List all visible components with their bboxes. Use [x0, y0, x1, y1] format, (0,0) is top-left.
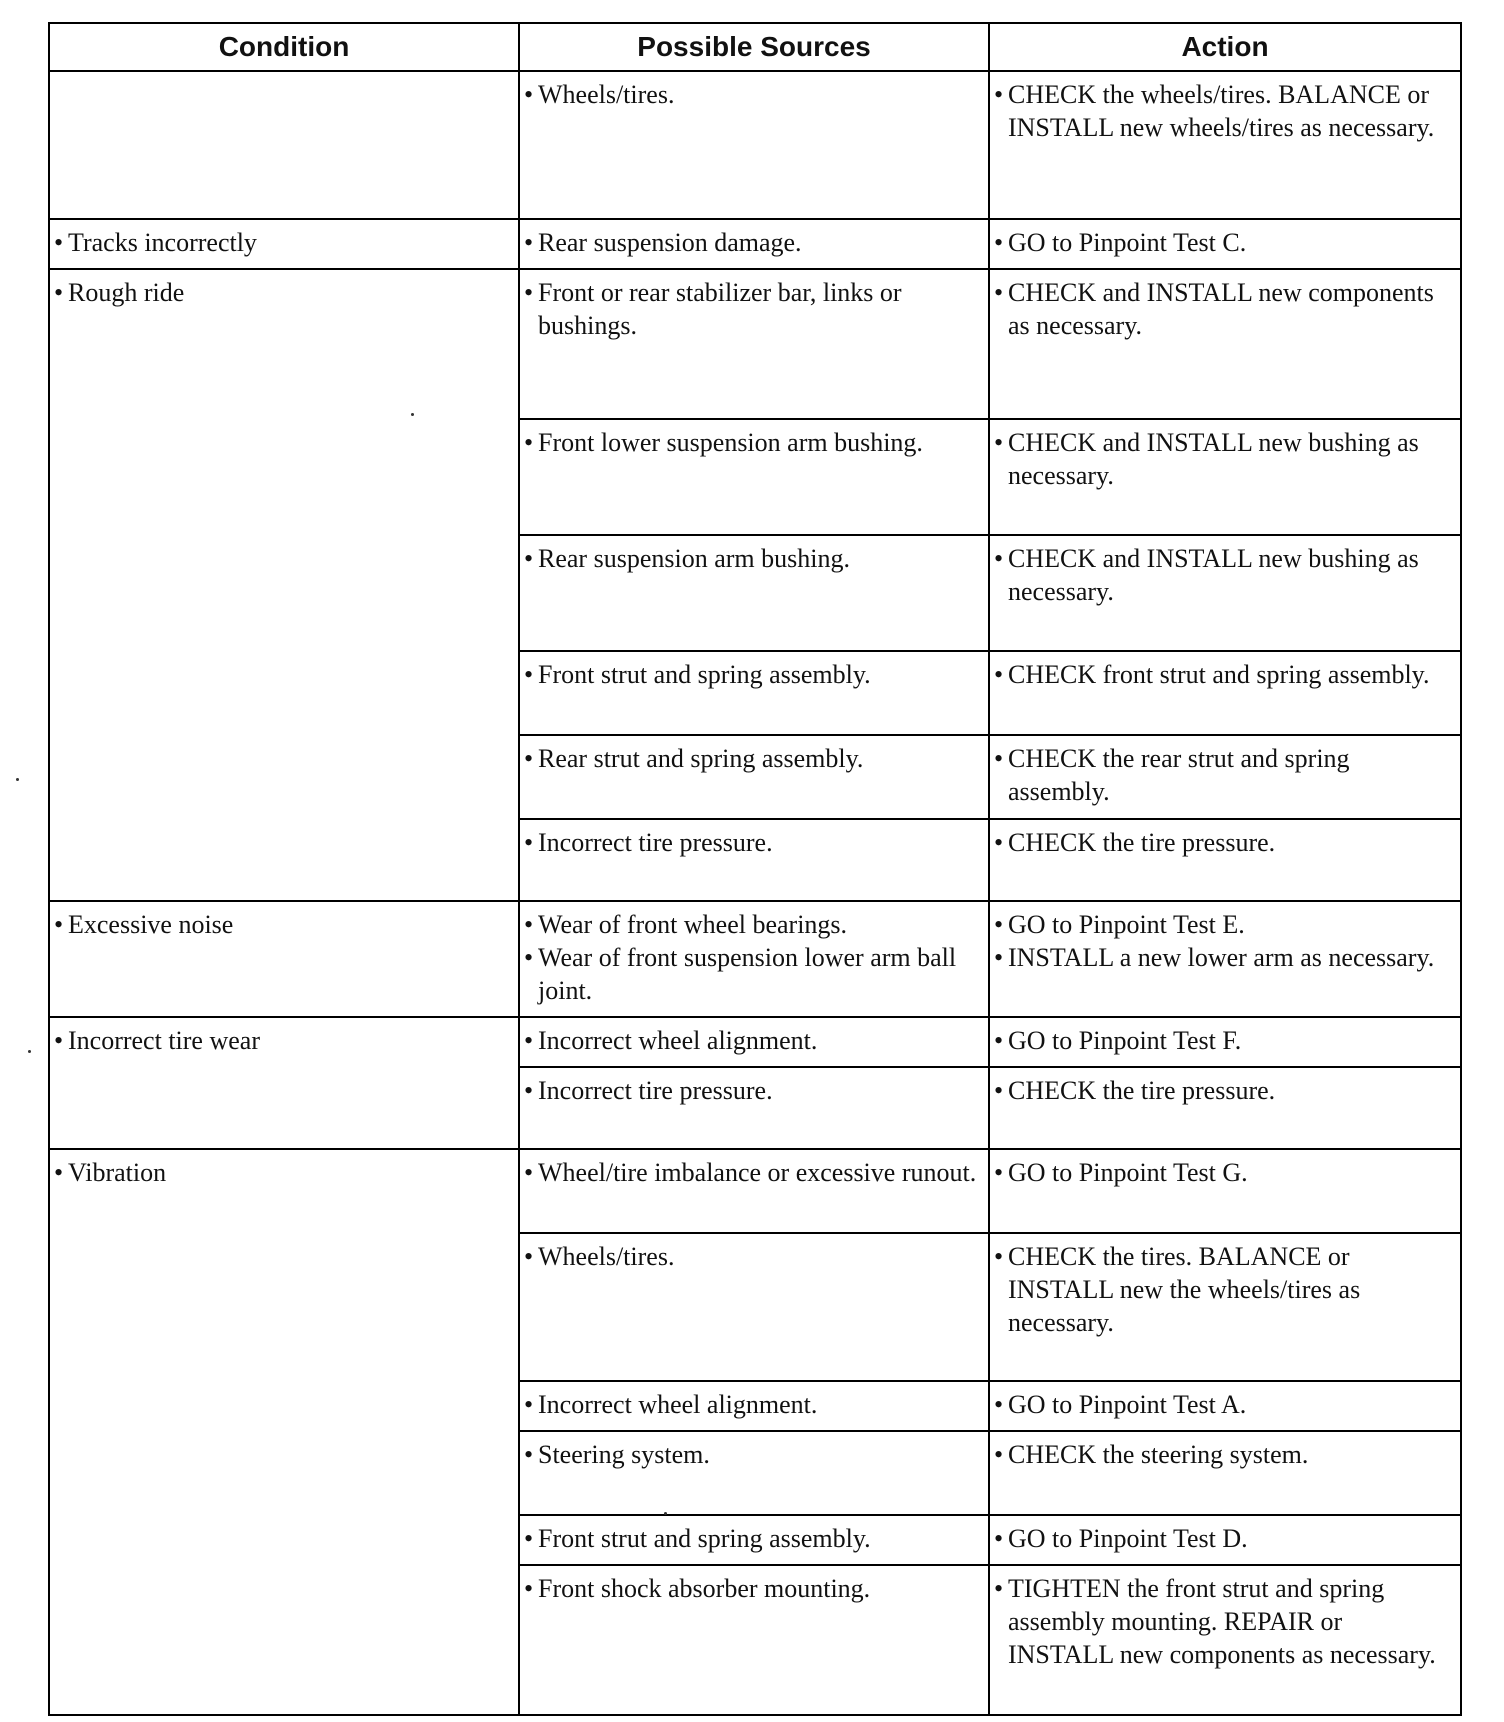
- table-row: [49, 901, 1461, 1017]
- bullet-icon: •: [524, 228, 534, 257]
- action-cell: [989, 1431, 1461, 1515]
- source-item: [524, 1240, 980, 1273]
- action-item-text: GO to Pinpoint Test D.: [1008, 1524, 1248, 1553]
- possible-sources-cell: [519, 1515, 989, 1565]
- possible-sources-cell: [519, 269, 989, 419]
- action-cell: [989, 901, 1461, 1017]
- source-item: [524, 276, 980, 342]
- condition-cell-incorrect-tire-wear: [49, 1017, 519, 1149]
- action-item: [994, 1024, 1452, 1057]
- possible-sources-cell: [519, 901, 989, 1017]
- action-cell: [989, 71, 1461, 219]
- header-action: Action: [989, 23, 1461, 71]
- bullet-icon: •: [994, 1158, 1004, 1187]
- condition-cell-tracks-incorrectly: [49, 219, 519, 269]
- action-item: [994, 742, 1452, 808]
- bullet-icon: •: [524, 80, 534, 109]
- scan-speck: [411, 413, 414, 416]
- action-item-text: CHECK the steering system.: [1008, 1440, 1309, 1469]
- header-possible-sources: Possible Sources: [519, 23, 989, 71]
- action-item-text: CHECK the tire pressure.: [1008, 1076, 1276, 1105]
- action-item: [994, 1240, 1452, 1339]
- condition-text: Tracks incorrectly: [68, 228, 257, 257]
- possible-sources-cell: [519, 1233, 989, 1381]
- scan-speck: [664, 1512, 667, 1515]
- bullet-icon: •: [994, 544, 1004, 573]
- source-item-text: Wheels/tires.: [538, 80, 675, 109]
- bullet-icon: •: [54, 228, 64, 257]
- action-item-text: GO to Pinpoint Test A.: [1008, 1390, 1247, 1419]
- bullet-icon: •: [524, 1440, 534, 1469]
- bullet-icon: •: [524, 544, 534, 573]
- source-item: [524, 1156, 980, 1189]
- table-row: [49, 219, 1461, 269]
- action-cell: [989, 1381, 1461, 1431]
- source-item-text: Wheels/tires.: [538, 1242, 675, 1271]
- possible-sources-cell: [519, 1381, 989, 1431]
- bullet-icon: •: [54, 1158, 64, 1187]
- bullet-icon: •: [994, 943, 1004, 972]
- header-row: [49, 23, 1461, 71]
- bullet-icon: •: [994, 1440, 1004, 1469]
- bullet-icon: •: [994, 1524, 1004, 1553]
- condition-item: [54, 1024, 510, 1057]
- source-item-text: Rear suspension damage.: [538, 228, 802, 257]
- possible-sources-cell: [519, 1067, 989, 1149]
- condition-cell-vibration: [49, 1149, 519, 1715]
- source-item: [524, 1024, 980, 1057]
- action-cell: [989, 419, 1461, 535]
- action-item-text: CHECK front strut and spring assembly.: [1008, 660, 1430, 689]
- source-item-text: Wear of front wheel bearings.: [538, 910, 848, 939]
- bullet-icon: •: [994, 828, 1004, 857]
- action-item-text: GO to Pinpoint Test C.: [1008, 228, 1247, 257]
- source-item-text: Rear strut and spring assembly.: [538, 744, 864, 773]
- action-item: [994, 1156, 1452, 1189]
- action-cell: [989, 269, 1461, 419]
- possible-sources-cell: [519, 1149, 989, 1233]
- possible-sources-cell: [519, 651, 989, 735]
- action-item: [994, 542, 1452, 608]
- possible-sources-cell: [519, 535, 989, 651]
- possible-sources-cell: [519, 419, 989, 535]
- action-cell: [989, 1017, 1461, 1067]
- possible-sources-cell: [519, 1017, 989, 1067]
- source-item-text: Front or rear stabilizer bar, links or bushings.: [538, 278, 902, 340]
- header-condition: Condition: [49, 23, 519, 71]
- bullet-icon: •: [524, 1390, 534, 1419]
- condition-text: Rough ride: [68, 278, 185, 307]
- source-item-text: Steering system.: [538, 1440, 710, 1469]
- possible-sources-cell: [519, 819, 989, 901]
- source-item-text: Incorrect wheel alignment.: [538, 1026, 818, 1055]
- table-row: [49, 269, 1461, 419]
- bullet-icon: •: [994, 660, 1004, 689]
- source-item: [524, 908, 980, 941]
- action-item: [994, 1074, 1452, 1107]
- source-item-text: Incorrect wheel alignment.: [538, 1390, 818, 1419]
- action-item: [994, 941, 1452, 974]
- action-item: [994, 908, 1452, 941]
- action-item-text: CHECK and INSTALL new bushing as necessary.: [1008, 544, 1419, 606]
- source-item-text: Rear suspension arm bushing.: [538, 544, 850, 573]
- bullet-icon: •: [524, 1076, 534, 1105]
- bullet-icon: •: [994, 1574, 1004, 1603]
- bullet-icon: •: [524, 910, 534, 939]
- bullet-icon: •: [524, 428, 534, 457]
- bullet-icon: •: [524, 1158, 534, 1187]
- bullet-icon: •: [994, 1026, 1004, 1055]
- action-item-text: INSTALL a new lower arm as necessary.: [1008, 943, 1435, 972]
- table-row: [49, 71, 1461, 219]
- condition-item: [54, 908, 510, 941]
- condition-text: Vibration: [68, 1158, 167, 1187]
- action-cell: [989, 735, 1461, 819]
- condition-item: [54, 276, 510, 309]
- source-item-text: Front strut and spring assembly.: [538, 660, 871, 689]
- source-item-text: Incorrect tire pressure.: [538, 828, 773, 857]
- bullet-icon: •: [994, 1076, 1004, 1105]
- bullet-icon: •: [54, 278, 64, 307]
- action-item-text: CHECK and INSTALL new components as necessary.: [1008, 278, 1434, 340]
- scan-speck: [16, 778, 19, 781]
- source-item: [524, 658, 980, 691]
- action-item-text: CHECK the rear strut and spring assembly.: [1008, 744, 1350, 806]
- source-item-text: Front lower suspension arm bushing.: [538, 428, 923, 457]
- bullet-icon: •: [524, 1574, 534, 1603]
- action-cell: [989, 651, 1461, 735]
- source-item-text: Front strut and spring assembly.: [538, 1524, 871, 1553]
- action-item: [994, 226, 1452, 259]
- source-item: [524, 826, 980, 859]
- bullet-icon: •: [994, 910, 1004, 939]
- action-item-text: CHECK the wheels/tires. BALANCE or INSTALL new wheels/tires as necessary.: [1008, 80, 1435, 142]
- condition-item: [54, 226, 510, 259]
- condition-text: Excessive noise: [68, 910, 234, 939]
- source-item: [524, 78, 980, 111]
- possible-sources-cell: [519, 71, 989, 219]
- action-item-text: CHECK the tire pressure.: [1008, 828, 1276, 857]
- table-body: [49, 71, 1461, 1715]
- action-item: [994, 826, 1452, 859]
- bullet-icon: •: [524, 828, 534, 857]
- action-item: [994, 276, 1452, 342]
- bullet-icon: •: [524, 1242, 534, 1271]
- condition-text: Incorrect tire wear: [68, 1026, 260, 1055]
- action-item-text: TIGHTEN the front strut and spring assembly mounting. REPAIR or INSTALL new components as necessary.: [1008, 1574, 1436, 1669]
- condition-cell-blank: [49, 71, 519, 219]
- source-item-text: Wheel/tire imbalance or excessive runout.: [538, 1158, 977, 1187]
- source-item-text: Wear of front suspension lower arm ball joint.: [538, 943, 957, 1005]
- action-item: [994, 1388, 1452, 1421]
- condition-cell-rough-ride: [49, 269, 519, 901]
- bullet-icon: •: [994, 278, 1004, 307]
- source-item: [524, 941, 980, 1007]
- bullet-icon: •: [994, 428, 1004, 457]
- action-item: [994, 1522, 1452, 1555]
- bullet-icon: •: [524, 660, 534, 689]
- bullet-icon: •: [994, 80, 1004, 109]
- bullet-icon: •: [524, 744, 534, 773]
- source-item: [524, 542, 980, 575]
- action-cell: [989, 1565, 1461, 1715]
- possible-sources-cell: [519, 219, 989, 269]
- action-cell: [989, 1515, 1461, 1565]
- action-cell: [989, 1067, 1461, 1149]
- action-item: [994, 1438, 1452, 1471]
- condition-cell-excessive-noise: [49, 901, 519, 1017]
- bullet-icon: •: [994, 1390, 1004, 1419]
- bullet-icon: •: [524, 943, 534, 972]
- bullet-icon: •: [524, 278, 534, 307]
- source-item: [524, 742, 980, 775]
- bullet-icon: •: [994, 228, 1004, 257]
- source-item: [524, 426, 980, 459]
- bullet-icon: •: [994, 744, 1004, 773]
- action-item-text: GO to Pinpoint Test E.: [1008, 910, 1245, 939]
- source-item: [524, 1522, 980, 1555]
- scan-speck: [28, 1050, 31, 1053]
- action-item-text: GO to Pinpoint Test G.: [1008, 1158, 1248, 1187]
- source-item: [524, 226, 980, 259]
- action-item-text: CHECK and INSTALL new bushing as necessary.: [1008, 428, 1419, 490]
- bullet-icon: •: [994, 1242, 1004, 1271]
- table-row: [49, 1149, 1461, 1233]
- source-item-text: Front shock absorber mounting.: [538, 1574, 871, 1603]
- action-cell: [989, 1149, 1461, 1233]
- source-item-text: Incorrect tire pressure.: [538, 1076, 773, 1105]
- bullet-icon: •: [54, 910, 64, 939]
- action-item-text: GO to Pinpoint Test F.: [1008, 1026, 1242, 1055]
- action-item-text: CHECK the tires. BALANCE or INSTALL new the wheels/tires as necessary.: [1008, 1242, 1361, 1337]
- action-item: [994, 426, 1452, 492]
- action-item: [994, 1572, 1452, 1671]
- possible-sources-cell: [519, 735, 989, 819]
- action-cell: [989, 535, 1461, 651]
- diagnosis-table: [48, 22, 1462, 1716]
- action-item: [994, 78, 1452, 144]
- action-item: [994, 658, 1452, 691]
- possible-sources-cell: [519, 1565, 989, 1715]
- action-cell: [989, 219, 1461, 269]
- source-item: [524, 1388, 980, 1421]
- bullet-icon: •: [524, 1026, 534, 1055]
- bullet-icon: •: [54, 1026, 64, 1055]
- action-cell: [989, 819, 1461, 901]
- possible-sources-cell: [519, 1431, 989, 1515]
- source-item: [524, 1572, 980, 1605]
- source-item: [524, 1074, 980, 1107]
- condition-item: [54, 1156, 510, 1189]
- table-row: [49, 1017, 1461, 1067]
- action-cell: [989, 1233, 1461, 1381]
- source-item: [524, 1438, 980, 1471]
- bullet-icon: •: [524, 1524, 534, 1553]
